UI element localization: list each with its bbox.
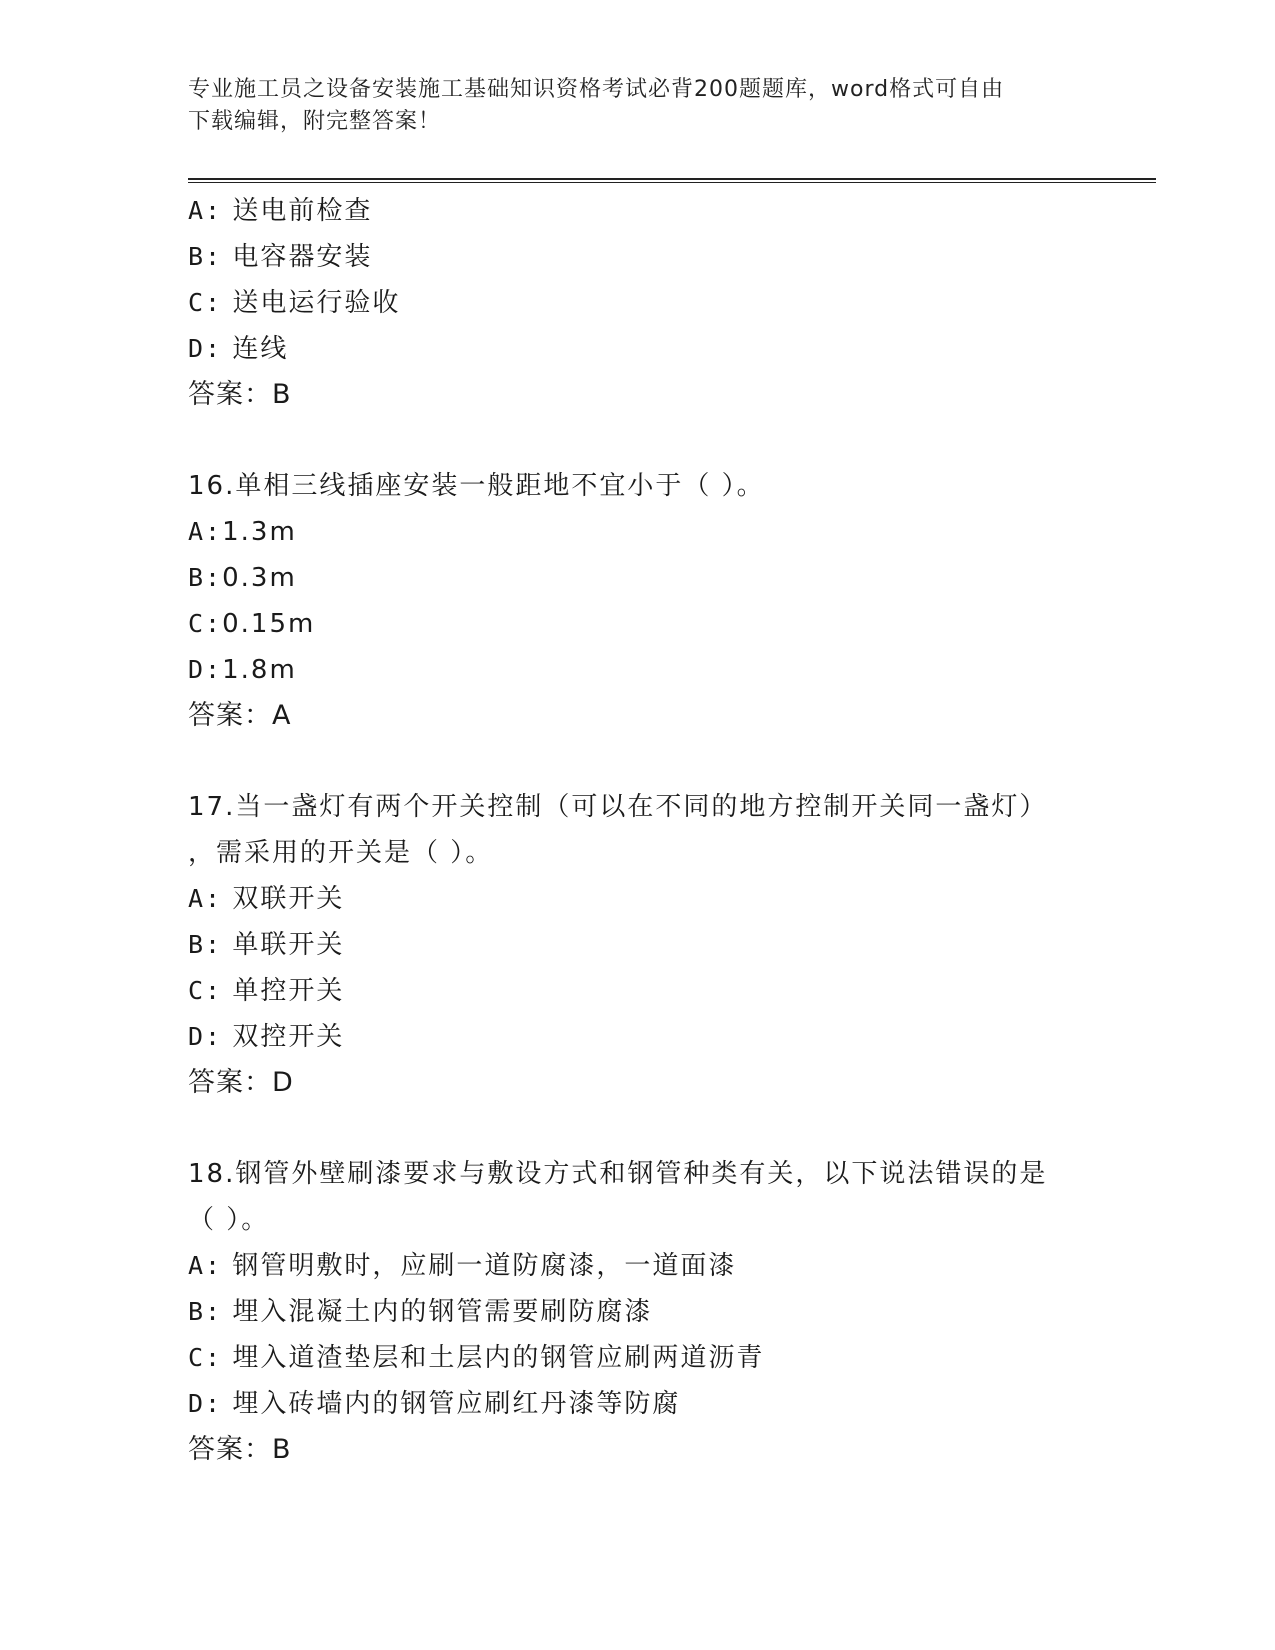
option-c xyxy=(188,1335,1148,1381)
option-letter: A: xyxy=(188,196,223,225)
question-15 xyxy=(188,188,1148,418)
option-b xyxy=(188,555,1148,601)
answer-line: 答案：B xyxy=(188,379,292,410)
spacer xyxy=(188,1106,1148,1151)
option-letter: C: xyxy=(188,976,223,1005)
option-c xyxy=(188,968,1148,1014)
option-b xyxy=(188,922,1148,968)
question-stem-continued: ，需采用的开关是（ ）。 xyxy=(188,838,494,868)
question-17 xyxy=(188,784,1148,1106)
option-letter: C: xyxy=(188,609,223,638)
option-letter: C: xyxy=(188,1343,223,1372)
option-a xyxy=(188,509,1148,555)
option-text: 0.3m xyxy=(222,563,297,593)
question-stem: 18.钢管外壁刷漆要求与敷设方式和钢管种类有关，以下说法错误的是 xyxy=(188,1159,1048,1189)
option-letter: D: xyxy=(188,334,223,363)
option-text: 连线 xyxy=(232,334,289,364)
option-c xyxy=(188,601,1148,647)
page-header xyxy=(188,74,1088,138)
option-c xyxy=(188,280,1148,326)
option-d xyxy=(188,1014,1148,1060)
option-text: 0.15m xyxy=(222,609,316,639)
option-text: 送电前检查 xyxy=(232,196,373,226)
option-text: 单控开关 xyxy=(232,976,345,1006)
option-letter: A: xyxy=(188,1251,223,1280)
option-letter: D: xyxy=(188,1022,223,1051)
spacer xyxy=(188,739,1148,784)
spacer xyxy=(188,418,1148,463)
option-letter: B: xyxy=(188,563,223,592)
question-list xyxy=(188,188,1148,1473)
option-letter: A: xyxy=(188,884,223,913)
option-d xyxy=(188,326,1148,372)
option-letter: C: xyxy=(188,288,223,317)
answer-line: 答案：B xyxy=(188,1434,292,1465)
question-16 xyxy=(188,463,1148,739)
option-d xyxy=(188,647,1148,693)
option-letter: A: xyxy=(188,517,223,546)
answer-line: 答案：D xyxy=(188,1067,294,1098)
header-divider xyxy=(188,178,1156,183)
option-a xyxy=(188,188,1148,234)
option-text: 钢管明敷时，应刷一道防腐漆，一道面漆 xyxy=(232,1251,737,1281)
option-text: 埋入混凝土内的钢管需要刷防腐漆 xyxy=(232,1297,653,1327)
option-a xyxy=(188,1243,1148,1289)
option-text: 埋入砖墙内的钢管应刷红丹漆等防腐 xyxy=(232,1389,681,1419)
question-stem-continued: （ ）。 xyxy=(188,1205,270,1235)
header-line-2: 下载编辑，附完整答案！ xyxy=(188,109,442,134)
answer-line: 答案：A xyxy=(188,700,292,731)
option-text: 送电运行验收 xyxy=(232,288,401,318)
option-a xyxy=(188,876,1148,922)
header-line-1: 专业施工员之设备安装施工基础知识资格考试必背200题题库，word格式可自由 xyxy=(188,77,1005,102)
option-text: 埋入道渣垫层和土层内的钢管应刷两道沥青 xyxy=(232,1343,765,1373)
option-text: 1.8m xyxy=(222,655,297,685)
option-letter: D: xyxy=(188,1389,223,1418)
option-text: 1.3m xyxy=(222,517,297,547)
option-text: 单联开关 xyxy=(232,930,345,960)
option-letter: D: xyxy=(188,655,223,684)
option-text: 双控开关 xyxy=(232,1022,345,1052)
option-letter: B: xyxy=(188,1297,223,1326)
option-d xyxy=(188,1381,1148,1427)
question-18 xyxy=(188,1151,1148,1473)
option-b xyxy=(188,234,1148,280)
option-letter: B: xyxy=(188,242,223,271)
question-stem: 17.当一盏灯有两个开关控制（可以在不同的地方控制开关同一盏灯） xyxy=(188,792,1048,822)
question-stem: 16.单相三线插座安装一般距地不宜小于（ ）。 xyxy=(188,471,765,501)
option-text: 电容器安装 xyxy=(232,242,373,272)
option-b xyxy=(188,1289,1148,1335)
option-letter: B: xyxy=(188,930,223,959)
option-text: 双联开关 xyxy=(232,884,345,914)
